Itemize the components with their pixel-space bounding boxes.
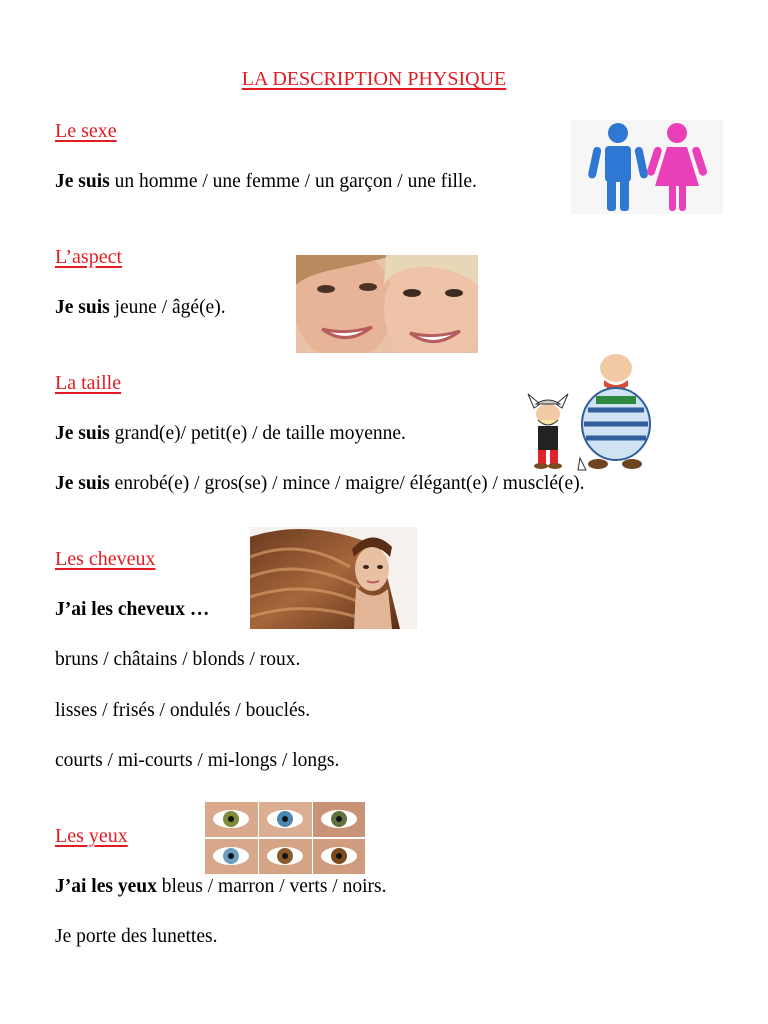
cheveux-line-3: courts / mi-courts / mi-longs / longs. — [55, 750, 340, 771]
man-woman-restroom-icon — [571, 120, 723, 214]
taille-line-2 — [55, 473, 585, 495]
taille-line-1 — [55, 423, 406, 445]
cheveux-intro — [55, 599, 209, 621]
heading-taille: La taille — [55, 372, 122, 394]
cheveux-line-2: lisses / frisés / ondulés / bouclés. — [55, 700, 311, 721]
aspect-line-bold: Je suis — [55, 297, 110, 318]
eye-colors-grid-photo — [205, 802, 365, 874]
yeux-line-2: Je porte des lunettes. — [55, 926, 218, 947]
young-and-old-women-photo — [296, 255, 478, 353]
cartoon-characters-short-and-tall — [520, 350, 655, 472]
aspect-line-text: jeune / âgé(e). — [109, 297, 226, 318]
sexe-line — [55, 171, 477, 193]
taille-line-1-text: grand(e)/ petit(e) / de taille moyenne. — [109, 423, 406, 444]
yeux-line-1-text: bleus / marron / verts / noirs. — [156, 876, 387, 897]
aspect-line — [55, 297, 226, 319]
cheveux-intro-bold: J’ai les cheveux … — [55, 599, 210, 620]
sexe-line-text: un homme / une femme / un garçon / une fille. — [109, 171, 477, 192]
taille-line-1-bold: Je suis — [55, 423, 110, 444]
page-title: LA DESCRIPTION PHYSIQUE — [241, 68, 507, 90]
yeux-line-1 — [55, 876, 386, 898]
sexe-line-bold: Je suis — [55, 171, 110, 192]
heading-aspect: L’aspect — [55, 246, 123, 268]
heading-sexe: Le sexe — [55, 120, 117, 142]
woman-long-brown-hair-photo — [250, 527, 417, 629]
yeux-line-1-bold: J’ai les yeux — [55, 876, 157, 897]
taille-line-2-text: enrobé(e) / gros(se) / mince / maigre/ élégant(e) / musclé(e). — [109, 473, 585, 494]
heading-cheveux: Les cheveux — [55, 548, 156, 570]
cheveux-line-1: bruns / châtains / blonds / roux. — [55, 649, 301, 670]
heading-yeux: Les yeux — [55, 825, 128, 847]
taille-line-2-bold: Je suis — [55, 473, 110, 494]
